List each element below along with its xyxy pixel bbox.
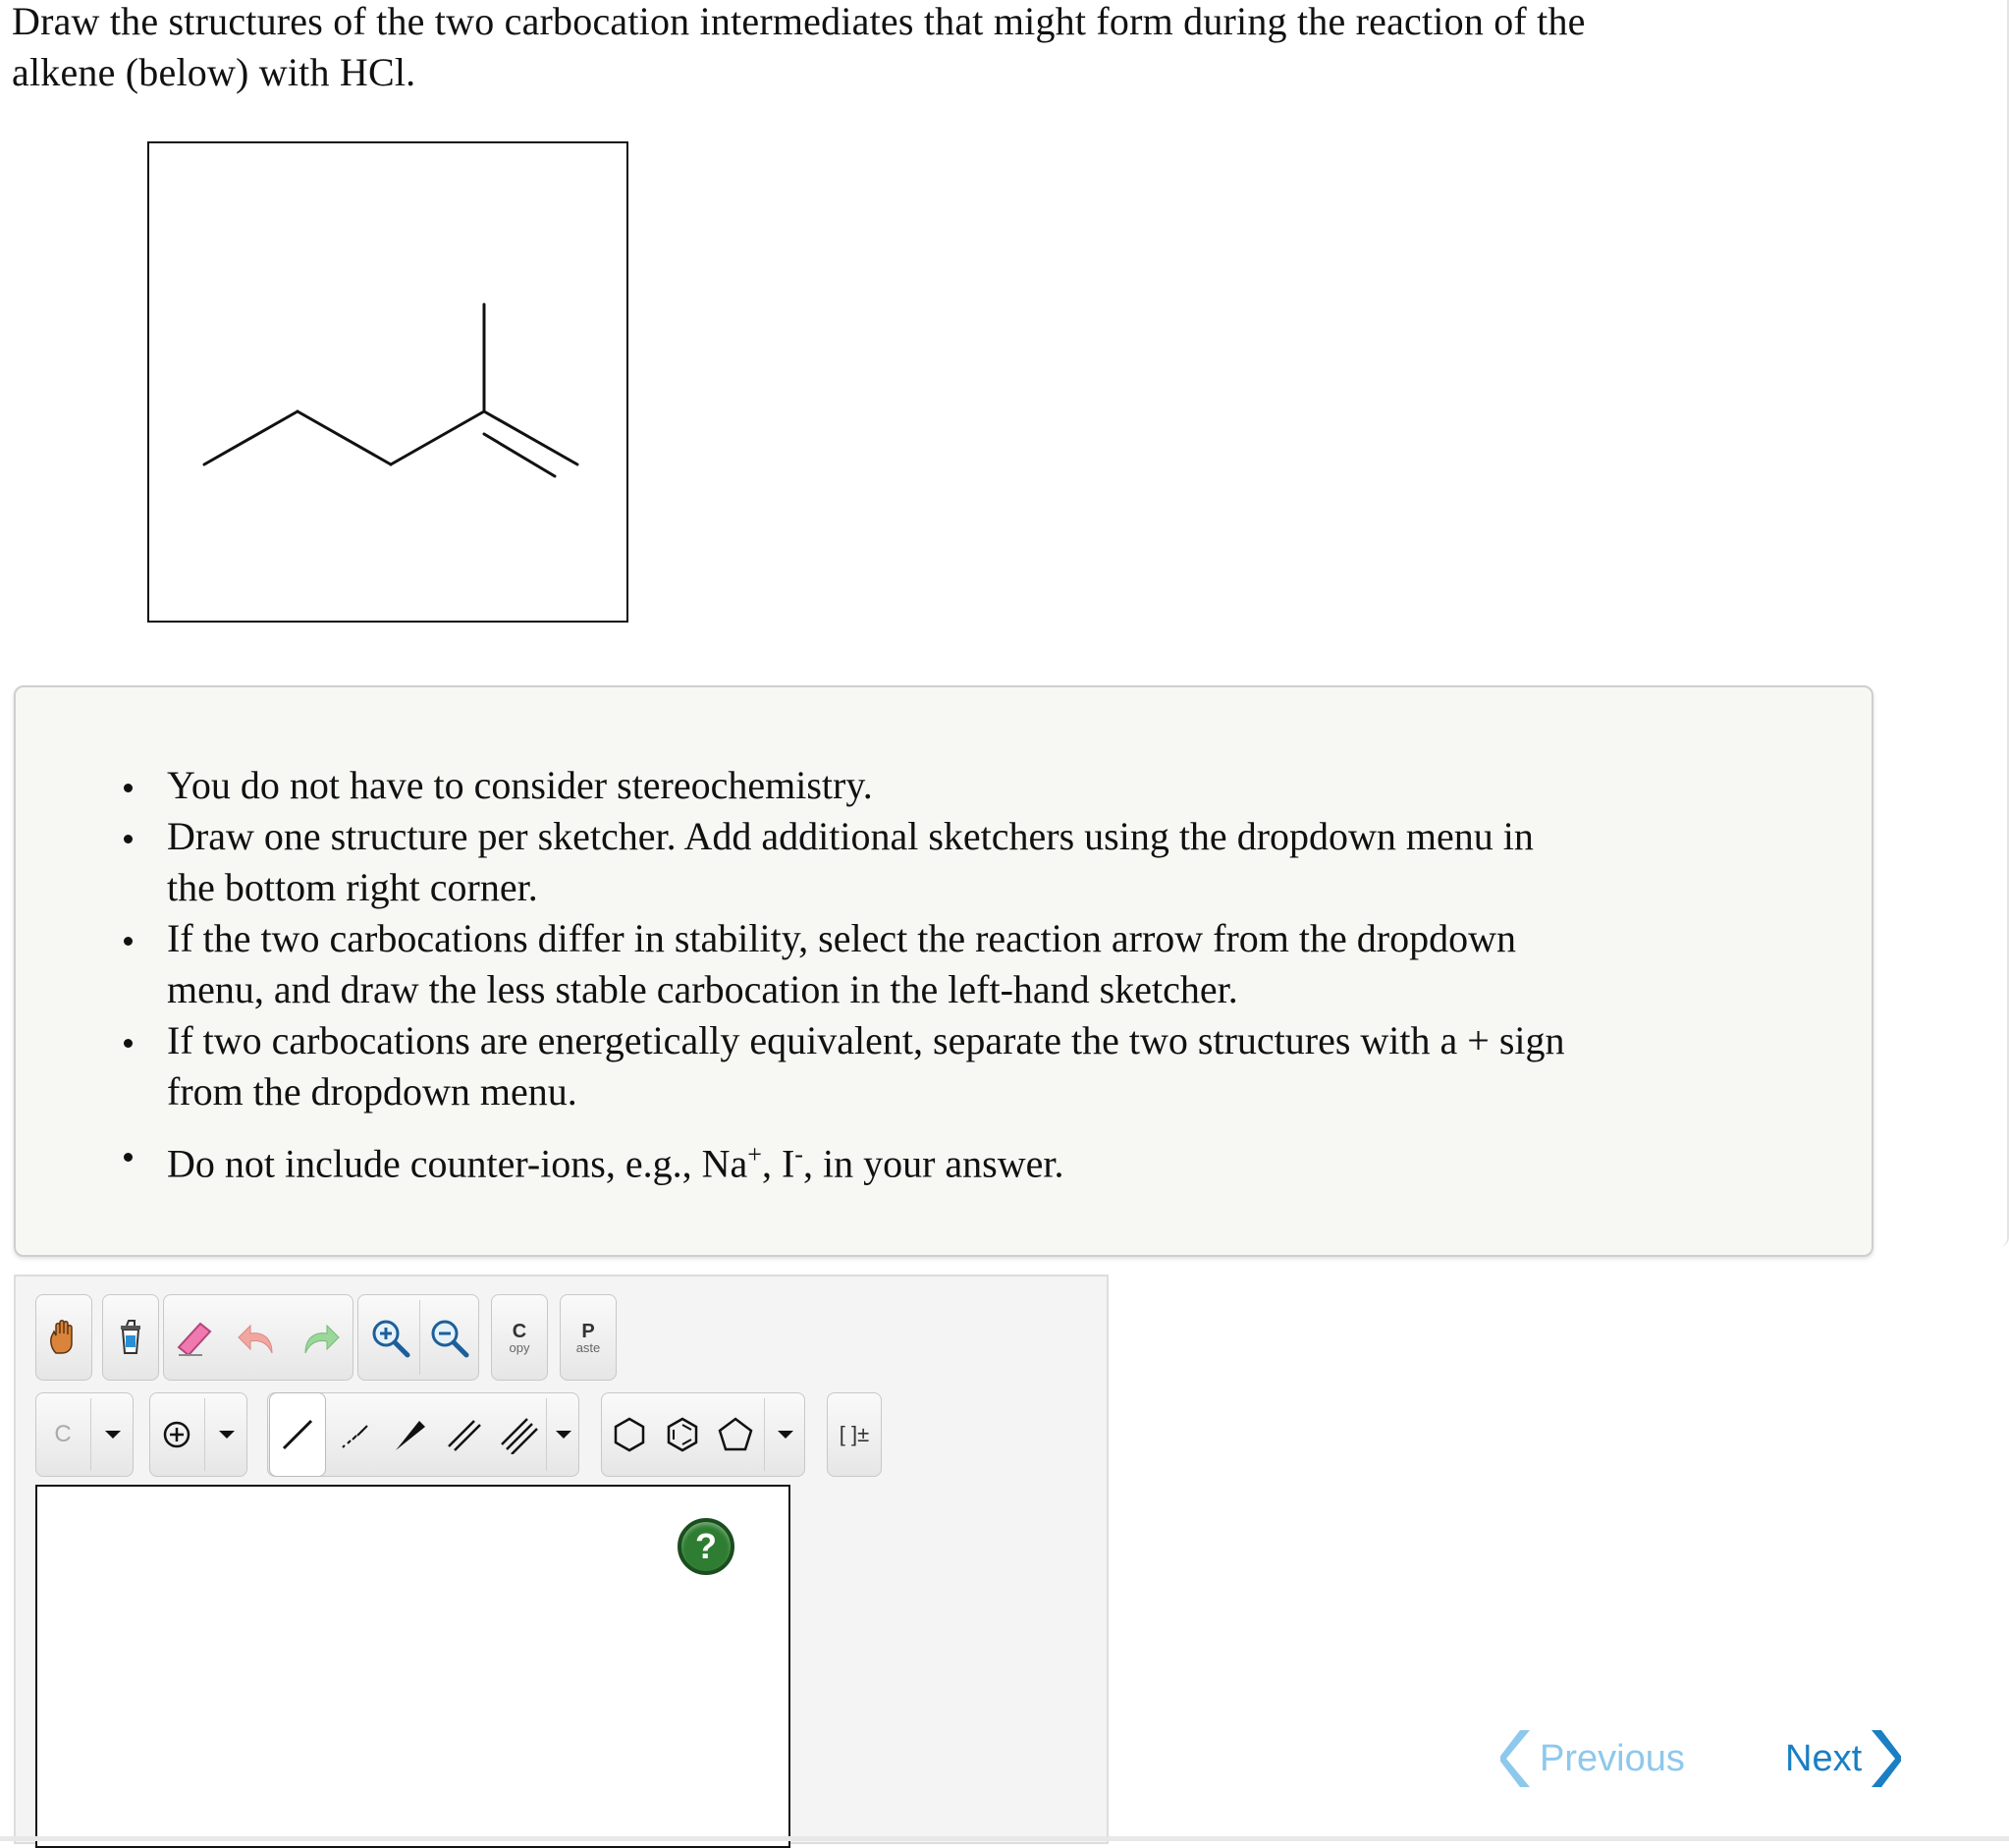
- redo-button[interactable]: [291, 1294, 348, 1381]
- benzene-button[interactable]: [656, 1392, 709, 1477]
- sodium-charge: +: [747, 1140, 762, 1169]
- erase-button[interactable]: [163, 1294, 226, 1381]
- divider: [90, 1398, 91, 1471]
- bond-dropdown[interactable]: [548, 1392, 579, 1477]
- hand-icon: [44, 1318, 83, 1357]
- element-dropdown[interactable]: [92, 1392, 134, 1477]
- bottom-scroll-edge: [0, 1836, 2009, 1841]
- cyclopentane-icon: [716, 1415, 755, 1454]
- bond-c4-c3: [204, 411, 298, 464]
- ring-dropdown[interactable]: [766, 1392, 805, 1477]
- counter-ion-text: , I: [761, 1141, 795, 1186]
- wedge-bond-icon: [390, 1415, 429, 1454]
- instruction-item: [167, 1129, 1836, 1189]
- counter-ion-text: , in your answer.: [802, 1141, 1064, 1186]
- bond-c3-c2: [298, 411, 391, 464]
- instruction-line: You do not have to consider stereochemistry.: [167, 763, 873, 807]
- paste-label-top: P: [581, 1320, 595, 1342]
- zoom-out-icon: [427, 1316, 470, 1359]
- instruction-line: If the two carbocations differ in stability, select the reaction arrow from the dropdown: [167, 916, 1516, 960]
- charge-dropdown[interactable]: [206, 1392, 247, 1477]
- caret-down-icon: [218, 1430, 236, 1440]
- eraser-icon: [173, 1316, 216, 1359]
- double-bond-icon: [445, 1415, 484, 1454]
- clear-button[interactable]: [102, 1294, 159, 1381]
- instructions-list: [167, 760, 1836, 1189]
- cyclohexane-button[interactable]: [603, 1392, 656, 1477]
- divider: [546, 1398, 547, 1471]
- instruction-item: [167, 1015, 1836, 1117]
- question-text: [12, 0, 1877, 98]
- instruction-item: [167, 913, 1836, 1015]
- instructions-panel: [14, 685, 1873, 1257]
- bond-c2-c1: [391, 411, 484, 464]
- undo-icon: [237, 1318, 280, 1357]
- zoom-in-button[interactable]: [361, 1294, 418, 1381]
- copy-label-bottom: opy: [509, 1339, 530, 1355]
- triple-bond-button[interactable]: [493, 1392, 546, 1477]
- divider: [764, 1398, 765, 1471]
- cyclohexane-icon: [610, 1415, 649, 1454]
- instruction-line: from the dropdown menu.: [167, 1069, 577, 1114]
- instruction-line: the bottom right corner.: [167, 865, 538, 909]
- structure-sketcher: [14, 1275, 1109, 1844]
- hashed-bond-icon: [335, 1415, 374, 1454]
- triple-bond-icon: [500, 1415, 539, 1454]
- single-bond-icon: [278, 1415, 317, 1454]
- element-button[interactable]: C: [54, 1421, 72, 1447]
- copy-button[interactable]: [491, 1294, 548, 1381]
- paste-label-bottom: aste: [575, 1339, 601, 1355]
- paste-button[interactable]: [560, 1294, 617, 1381]
- charge-button[interactable]: [149, 1392, 204, 1477]
- next-button[interactable]: [1785, 1728, 1901, 1789]
- trash-icon: [113, 1318, 148, 1357]
- instruction-line: Draw one structure per sketcher. Add additional sketchers using the dropdown menu in: [167, 814, 1534, 858]
- scroll-frame-edge: [1997, 0, 2009, 1247]
- iodide-charge: -: [794, 1140, 803, 1169]
- question-line-2: alkene (below) with HCl.: [12, 50, 416, 94]
- wedge-bond-button[interactable]: [383, 1392, 436, 1477]
- chevron-right-icon: [1866, 1728, 1901, 1789]
- benzene-icon: [663, 1415, 702, 1454]
- copy-label-top: C: [512, 1320, 527, 1342]
- alkene-structure-image: [147, 141, 628, 623]
- counter-ion-text: Do not include counter-ions, e.g., Na: [167, 1141, 748, 1186]
- question-line-1: Draw the structures of the two carbocation intermediates that might form during the reaction of the: [12, 0, 1586, 43]
- zoom-in-icon: [368, 1316, 411, 1359]
- zoom-out-button[interactable]: [420, 1294, 477, 1381]
- drawing-canvas[interactable]: [35, 1485, 790, 1848]
- instruction-item: [167, 811, 1836, 913]
- single-bond-button[interactable]: [269, 1392, 326, 1477]
- bracket-charge-button[interactable]: [ ]±: [827, 1392, 882, 1477]
- help-button[interactable]: ?: [678, 1518, 734, 1575]
- pan-button[interactable]: [35, 1294, 92, 1381]
- chevron-left-icon: [1500, 1728, 1536, 1789]
- cyclopentane-button[interactable]: [709, 1392, 762, 1477]
- undo-button[interactable]: [230, 1294, 287, 1381]
- instruction-item: [167, 760, 1836, 811]
- divider: [204, 1398, 205, 1471]
- caret-down-icon: [777, 1430, 794, 1440]
- bond-double-inner: [484, 434, 555, 476]
- plus-charge-icon: [162, 1420, 191, 1449]
- alkene-skeletal-drawing: [149, 143, 626, 621]
- redo-icon: [298, 1318, 341, 1357]
- double-bond-button[interactable]: [438, 1392, 491, 1477]
- previous-label: Previous: [1540, 1737, 1685, 1779]
- instruction-line: If two carbocations are energetically equivalent, separate the two structures with a + sign: [167, 1018, 1565, 1062]
- hashed-bond-button[interactable]: [328, 1392, 381, 1477]
- caret-down-icon: [555, 1430, 572, 1440]
- previous-button[interactable]: [1500, 1728, 1685, 1789]
- bond-double-outer: [484, 411, 577, 464]
- caret-down-icon: [104, 1430, 122, 1440]
- next-label: Next: [1785, 1737, 1863, 1779]
- instruction-line: menu, and draw the less stable carbocation in the left-hand sketcher.: [167, 967, 1238, 1011]
